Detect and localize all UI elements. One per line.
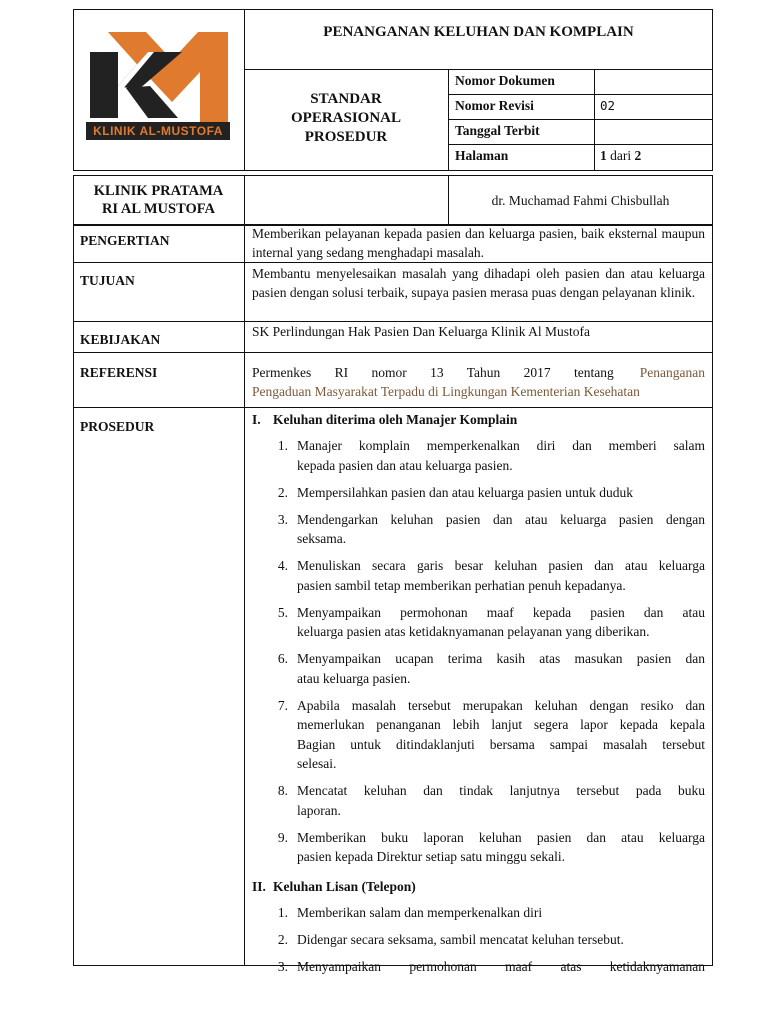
logo-banner <box>86 122 230 140</box>
part1-item-text-line: Apabila masalah tersebut merupakan keluhan dengan resiko dan <box>297 697 705 713</box>
clinic-logo <box>86 28 230 144</box>
header-meta-row-line <box>448 144 713 145</box>
part1-item-text-line: keluarga pasien atas ketidaknyamanan pelayanan yang diberikan. <box>297 624 650 639</box>
part2-item-number: 2. <box>277 932 288 947</box>
pengertian-text: Memberikan pelayanan kepada pasien dan keluarga pasien, baik eksternal maupun internal yang sedang menghadapi masalah. <box>252 226 705 260</box>
part1-heading-title: Keluhan diterima oleh Manajer Komplain <box>273 412 518 427</box>
part1-item-number: 3. <box>277 511 288 527</box>
part1-item-text-line: Mempersilahkan pasien dan atau keluarga pasien untuk duduk <box>297 484 634 500</box>
header-divider-meta <box>594 69 595 171</box>
header-divider-sop <box>448 69 449 171</box>
body-divider <box>244 224 245 966</box>
referensi-label: REFERENSI <box>80 365 158 380</box>
part1-item-text-line: kepada pasien dan atau keluarga pasien. <box>297 457 513 473</box>
halaman-separator: dari <box>610 148 632 163</box>
document-title: PENANGANAN KELUHAN DAN KOMPLAIN <box>323 24 634 40</box>
part1-item-number: 8. <box>277 783 288 798</box>
part1-item-number: 2. <box>277 484 288 500</box>
sop-title-line2: OPERASIONAL <box>290 110 402 126</box>
halaman-total: 2 <box>634 148 642 163</box>
part1-heading-number: I. <box>252 412 261 427</box>
referensi-text-a: Permenkes RI nomor 13 Tahun 2017 tentang <box>252 365 614 380</box>
tujuan-text: Membantu menyelesaikan masalah yang dihadapi oleh pasien dan atau keluarga pasien dengan solusi terbaik, supaya pasien merasa puas dengan pelayanan klinik. <box>252 266 705 300</box>
referensi-text-b: Penanganan <box>639 365 705 380</box>
tujuan-label: TUJUAN <box>80 273 135 288</box>
sop-title-line1: STANDAR <box>310 91 382 107</box>
part1-item-text-line: Mendengarkan keluhan pasien dan atau keluarga pasien dengan <box>297 511 705 527</box>
referensi-text-line1 <box>252 363 705 382</box>
signatory-name: dr. Muchamad Fahmi Chisbullah <box>491 193 670 208</box>
part1-item-number: 1. <box>277 438 288 453</box>
part1-item-number: 9. <box>277 829 288 845</box>
part2-item-text-line: Menyampaikan permohonan maaf atas ketidaknyamanan <box>297 959 705 974</box>
prosedur-label: PROSEDUR <box>80 419 155 434</box>
part1-item-text-line: Manajer komplain memperkenalkan diri dan memberi salam <box>297 438 705 453</box>
logo-text: KLINIK AL-MUSTOFA <box>93 124 223 138</box>
part1-item-text-line: Bagian untuk ditindaklanjuti bersama sampai masalah tersebut <box>297 736 705 752</box>
kebijakan-text: SK Perlindungan Hak Pasien Dan Keluarga Klinik Al Mustofa <box>252 324 590 339</box>
part2-item-number: 1. <box>277 905 288 920</box>
sop-title-line3: PROSEDUR <box>304 129 388 145</box>
part1-item-text-line: selesai. <box>297 756 337 771</box>
part1-item-text-line: Menuliskan secara garis besar keluhan pasien dan atau keluarga <box>297 558 705 573</box>
header-divider-title <box>244 69 713 70</box>
part2-item-text-line: Didengar secara seksama, sambil mencatat keluhan tersebut. <box>297 932 624 947</box>
header-meta-row-line <box>448 94 713 95</box>
tanggal-terbit-label: Tanggal Terbit <box>455 123 540 138</box>
part1-item-text-line: memerlukan penanganan lebih lanjut segera lapor kepada kepala <box>297 717 705 732</box>
nomor-revisi-value: 02 <box>600 98 616 113</box>
part1-item-text-line: atau keluarga pasien. <box>297 670 411 686</box>
kebijakan-label: KEBIJAKAN <box>80 332 161 347</box>
part1-item-text-line: Menyampaikan ucapan terima kasih atas masukan pasien dan <box>297 651 705 666</box>
part1-item-text-line: seksama. <box>297 531 347 546</box>
clinic-name-line1: KLINIK PRATAMA <box>93 183 224 199</box>
nomor-dokumen-label: Nomor Dokumen <box>455 73 555 88</box>
part1-item-number: 6. <box>277 651 288 666</box>
part1-item-text-line: pasien kepada Direktur setiap satu minggu sekali. <box>297 849 566 864</box>
header-meta-row-line <box>448 119 713 120</box>
part1-item-text-line: pasien sambil tetap memberikan perhatian penuh kepadanya. <box>297 577 626 593</box>
halaman-label: Halaman <box>455 148 509 163</box>
clinic-name-line2: RI AL MUSTOFA <box>101 201 216 217</box>
part1-item-number: 5. <box>277 604 288 620</box>
row-line <box>73 407 713 408</box>
halaman-value <box>600 146 641 165</box>
part1-item-text-line: Menyampaikan permohonan maaf kepada pasien dan atau <box>297 604 705 620</box>
part2-heading-title: Keluhan Lisan (Telepon) <box>273 879 416 894</box>
row-line <box>73 352 713 353</box>
halaman-current: 1 <box>600 148 607 163</box>
referensi-text-line2: Pengaduan Masyarakat Terpadu di Lingkungan Kementerian Kesehatan <box>252 384 640 399</box>
part1-item-number: 4. <box>277 558 288 573</box>
part2-heading-number: II. <box>252 879 266 894</box>
part2-item-number: 3. <box>277 959 288 974</box>
part1-item-text-line: Mencatat keluhan dan tindak lanjutnya tersebut pada buku <box>297 783 705 798</box>
clinic-divider-1 <box>244 175 245 226</box>
pengertian-label: PENGERTIAN <box>80 233 170 248</box>
part1-item-text-line: Memberikan buku laporan keluhan pasien dan atau keluarga <box>297 829 705 845</box>
part2-item-text-line: Memberikan salam dan memperkenalkan diri <box>297 905 543 920</box>
part1-item-number: 7. <box>277 697 288 713</box>
part1-item-text-line: laporan. <box>297 802 341 818</box>
row-line <box>73 262 713 263</box>
nomor-revisi-label: Nomor Revisi <box>455 98 534 113</box>
